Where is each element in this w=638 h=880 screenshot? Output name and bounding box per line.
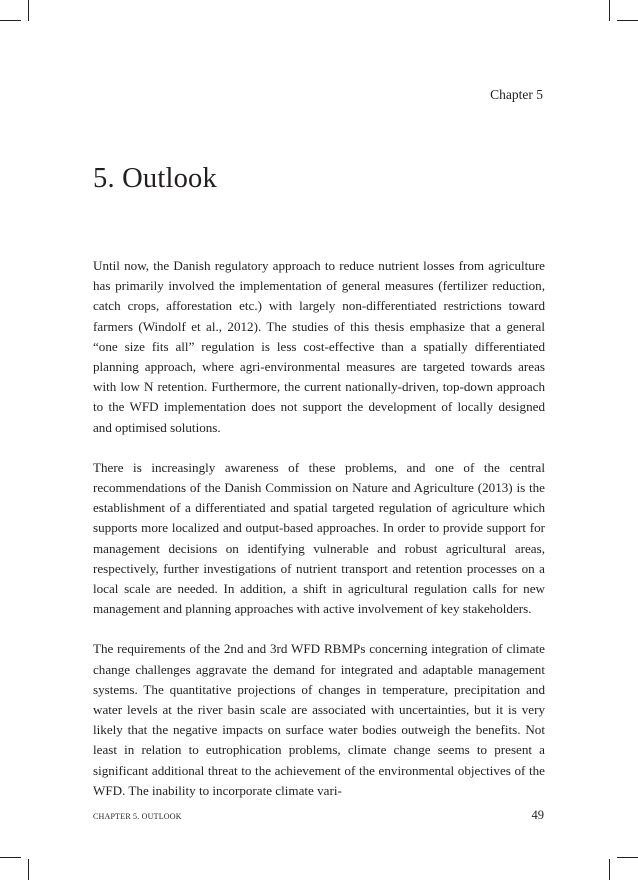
crop-mark (0, 20, 21, 21)
crop-mark (0, 857, 21, 858)
page-number: 49 (531, 808, 544, 822)
paragraph: The requirements of the 2nd and 3rd WFD RBMPs concerning integration of climate change challenges aggravate the demand for integrated and adaptable management systems. The quantitative projections of changes in temperature, precipitation and water levels at the river basin scale are associated with uncertainties, but it is very likely that the negative impacts on surface water bodies outweigh the benefits. Not least in relation to eutrophication problems, climate change seems to present a significant additional threat to the achievement of the environmental objectives of the WFD. The inability to incorporate climate vari- (93, 641, 545, 798)
crop-mark (617, 857, 638, 858)
crop-mark (28, 859, 29, 880)
running-head: Chapter 5 (490, 87, 543, 102)
paragraph: Until now, the Danish regulatory approach to reduce nutrient losses from agriculture has primarily involved the implementation of general measures (fertilizer reduction, catch crops, afforestation etc.) with largely non-differentiated restrictions toward farmers (Windolf et al., 2012). The studies of this thesis emphasize that a general “one size fits all” regulation is less cost-effective than a spatially differentiated planning approach, where agri-environmental measures are targeted towards areas with low N retention. Furthermore, the current nationally-driven, top-down approach to the WFD implementation does not support the development of locally designed and optimised solutions. (93, 258, 545, 435)
crop-mark (28, 0, 29, 21)
body-text (93, 256, 545, 821)
crop-mark (609, 859, 610, 880)
chapter-title: 5. Outlook (93, 163, 217, 194)
footer-chapter-label: CHAPTER 5. OUTLOOK (93, 812, 182, 821)
crop-mark (617, 20, 638, 21)
crop-mark (609, 0, 610, 21)
paragraph: There is increasingly awareness of these problems, and one of the central recommendations of the Danish Commission on Nature and Agriculture (2013) is the establishment of a differentiated and spatial targeted regulation of agriculture which supports more localized and output-based approaches. In order to provide support for management decisions on identifying vulnerable and robust agricultural areas, respectively, further investigations of nutrient transport and retention processes on a local scale are needed. In addition, a shift in agricultural regulation calls for new management and planning approaches with active involvement of key stakeholders. (93, 459, 545, 617)
